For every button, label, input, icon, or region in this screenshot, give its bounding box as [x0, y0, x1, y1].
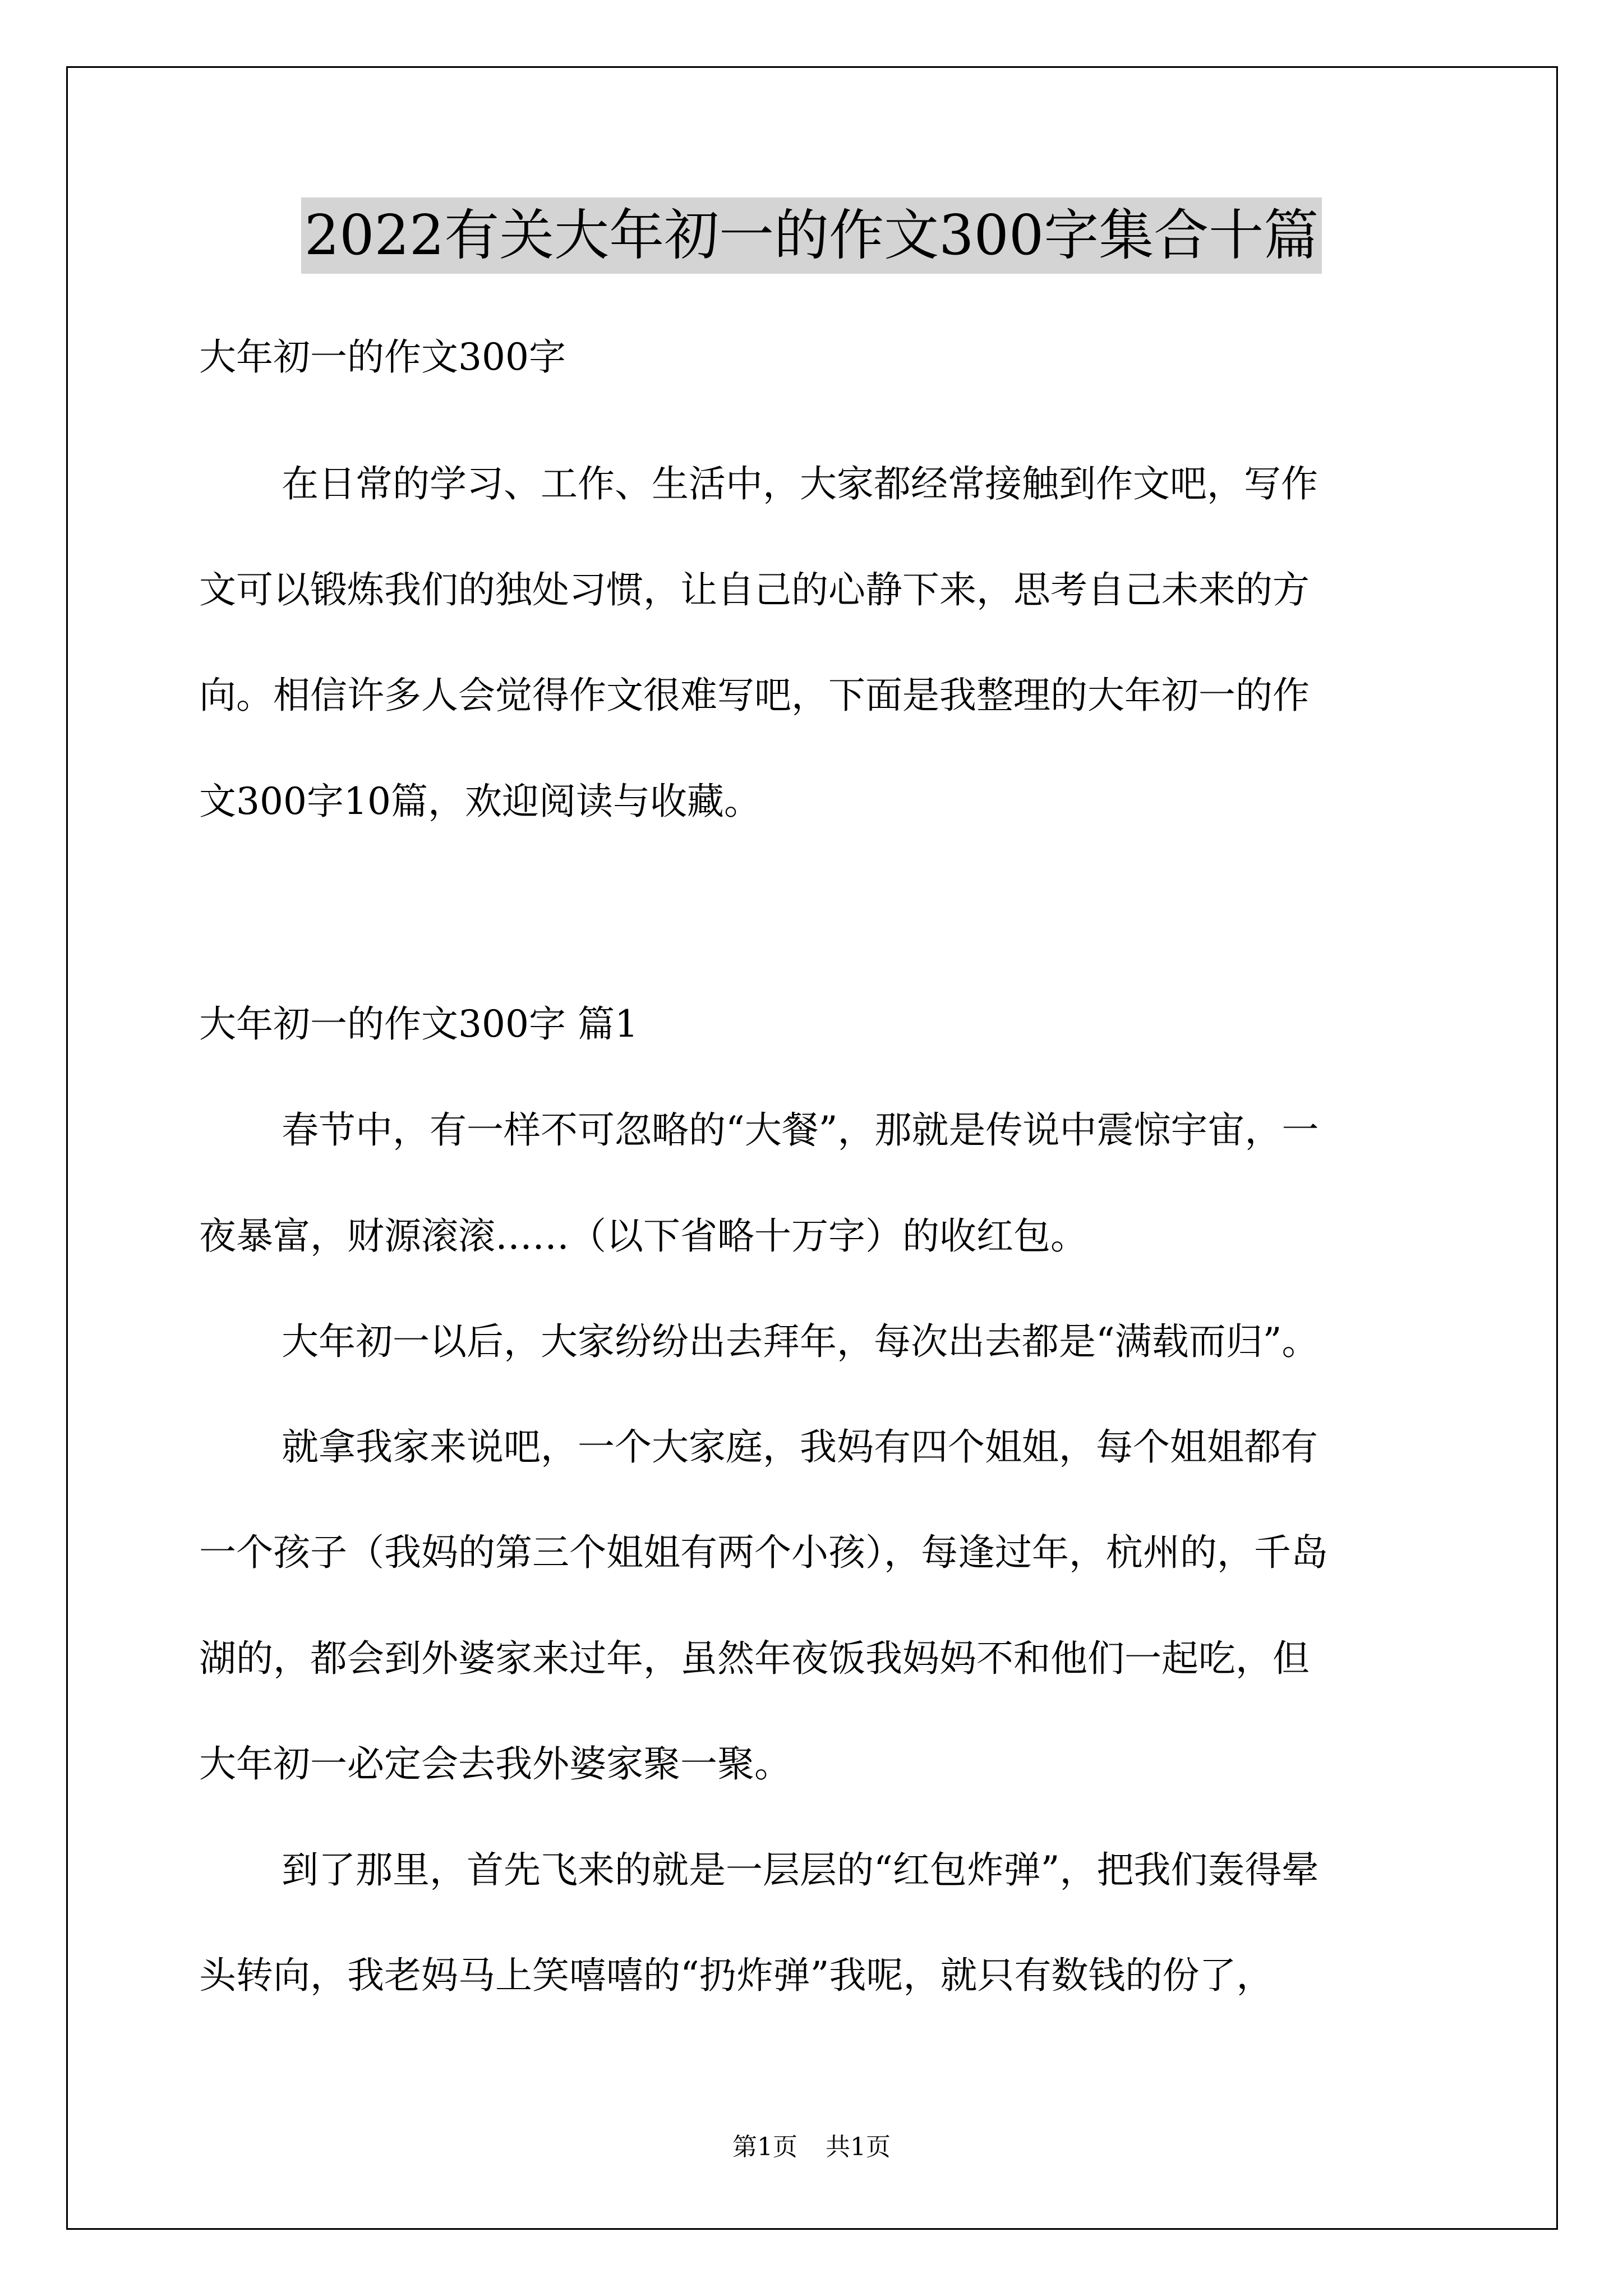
paragraph-line: 向。相信许多人会觉得作文很难写吧，下面是我整理的大年初一的作 [199, 674, 1310, 717]
paragraph-line: 文可以锻炼我们的独处习惯，让自己的心静下来，思考自己未来的方 [199, 568, 1310, 611]
paragraph-line: 一个孩子（我妈的第三个姐姐有两个小孩），每逢过年，杭州的，千岛 [199, 1531, 1328, 1574]
document-title-text: 2022有关大年初一的作文300字集合十篇 [301, 197, 1322, 274]
section-heading: 大年初一的作文300字 [199, 335, 566, 379]
paragraph-line: 文300字10篇，欢迎阅读与收藏。 [199, 780, 761, 823]
paragraph-line: 就拿我家来说吧，一个大家庭，我妈有四个姐姐，每个姐姐都有 [282, 1425, 1318, 1469]
paragraph-line: 到了那里，首先飞来的就是一层层的“红包炸弹”，把我们轰得晕 [282, 1848, 1319, 1892]
section-heading: 大年初一的作文300字 篇1 [199, 1002, 638, 1046]
paragraph-line: 大年初一以后，大家纷纷出去拜年，每次出去都是“满载而归”。 [282, 1320, 1319, 1363]
paragraph-line: 在日常的学习、工作、生活中，大家都经常接触到作文吧，写作 [282, 462, 1318, 505]
page-number: 第1页 [732, 2133, 797, 2161]
paragraph-line: 夜暴富，财源滚滚……（以下省略十万字）的收红包。 [199, 1214, 1087, 1258]
paragraph-line: 大年初一必定会去我外婆家聚一聚。 [199, 1742, 791, 1786]
paragraph-line: 春节中，有一样不可忽略的“大餐”，那就是传说中震惊宇宙，一 [282, 1108, 1319, 1152]
document-title [0, 197, 1623, 274]
page-footer [0, 2131, 1623, 2164]
paragraph-line: 头转向，我老妈马上笑嘻嘻的“扔炸弹”我呢，就只有数钱的份了， [199, 1954, 1274, 1997]
page-total: 共1页 [826, 2133, 891, 2161]
paragraph-line: 湖的，都会到外婆家来过年，虽然年夜饭我妈妈不和他们一起吃，但 [199, 1637, 1310, 1680]
